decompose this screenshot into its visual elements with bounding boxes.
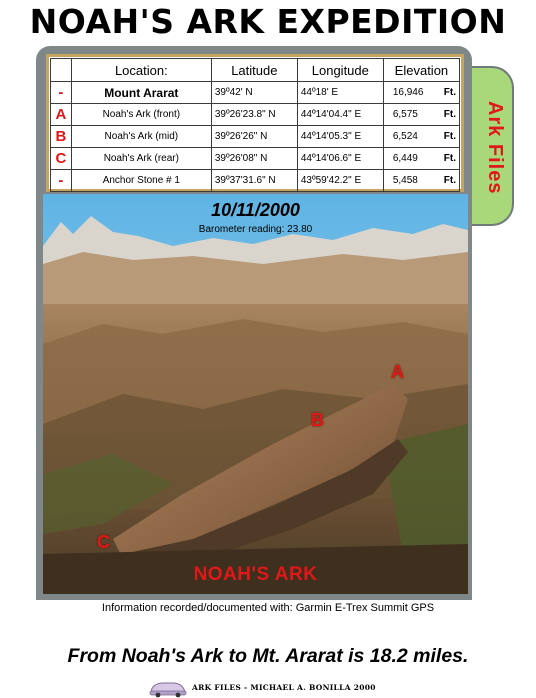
marker-a: A xyxy=(391,362,404,382)
location-table-panel xyxy=(46,54,464,192)
noahs-ark-label: NOAH'S ARK xyxy=(193,564,318,585)
row-elevation-cell xyxy=(383,104,459,126)
row-elevation: 5,458 xyxy=(392,175,418,186)
ark-files-tab[interactable] xyxy=(466,66,514,226)
footer-credit: ARK FILES - MICHAEL A. BONILLA 2000 xyxy=(192,683,376,692)
row-location: Noah's Ark (rear) xyxy=(71,148,211,170)
table-row xyxy=(51,170,460,192)
row-unit: Ft. xyxy=(443,153,456,164)
row-longitude: 43º59'42.2" E xyxy=(297,170,383,192)
row-key: A xyxy=(51,104,72,126)
table-row xyxy=(51,148,460,170)
header-location: Location: xyxy=(71,59,211,82)
row-key: B xyxy=(51,126,72,148)
header-longitude: Longitude xyxy=(297,59,383,82)
marker-c: C xyxy=(97,532,110,552)
ark-site-photo xyxy=(43,194,468,594)
row-elevation-cell xyxy=(383,82,459,104)
row-longitude: 44º18' E xyxy=(297,82,383,104)
row-longitude: 44º14'04.4" E xyxy=(297,104,383,126)
row-latitude: 39º26'08" N xyxy=(211,148,297,170)
row-location: Mount Ararat xyxy=(71,82,211,104)
row-unit: Ft. xyxy=(443,109,456,120)
row-location: Noah's Ark (mid) xyxy=(71,126,211,148)
row-location: Anchor Stone # 1 xyxy=(71,170,211,192)
row-elevation: 6,575 xyxy=(392,109,418,120)
table-row xyxy=(51,82,460,104)
car-logo-icon xyxy=(148,678,188,698)
barometer-reading: Barometer reading: 23.80 xyxy=(198,224,313,235)
row-latitude: 39º42' N xyxy=(211,82,297,104)
row-elevation: 16,946 xyxy=(392,87,424,98)
table-header-row xyxy=(51,59,460,82)
row-latitude: 39º26'23.8" N xyxy=(211,104,297,126)
row-latitude: 39º26'26" N xyxy=(211,126,297,148)
row-elevation-cell xyxy=(383,170,459,192)
header-key xyxy=(51,59,72,82)
marker-b: B xyxy=(311,410,324,430)
ark-files-tab-label: Ark Files xyxy=(484,101,506,195)
table-row xyxy=(51,104,460,126)
footer xyxy=(148,678,448,698)
distance-note: From Noah's Ark to Mt. Ararat is 18.2 miles. xyxy=(67,645,469,667)
row-elevation-cell xyxy=(383,126,459,148)
row-latitude: 39º37'31.6" N xyxy=(211,170,297,192)
page-title: NOAH'S ARK EXPEDITION xyxy=(29,2,507,41)
row-elevation: 6,524 xyxy=(392,131,418,142)
header-elevation: Elevation xyxy=(383,59,459,82)
row-key: C xyxy=(51,148,72,170)
row-longitude: 44º14'06.6" E xyxy=(297,148,383,170)
location-table xyxy=(50,58,460,192)
row-key: - xyxy=(51,82,72,104)
row-key: - xyxy=(51,170,72,192)
header-latitude: Latitude xyxy=(211,59,297,82)
row-unit: Ft. xyxy=(443,131,456,142)
row-elevation: 6,449 xyxy=(392,153,418,164)
photo-date: 10/11/2000 xyxy=(211,200,300,220)
table-row xyxy=(51,126,460,148)
row-location: Noah's Ark (front) xyxy=(71,104,211,126)
row-longitude: 44º14'05.3" E xyxy=(297,126,383,148)
row-elevation-cell xyxy=(383,148,459,170)
gps-note: Information recorded/documented with: Garmin E-Trex Summit GPS xyxy=(101,602,435,614)
row-unit: Ft. xyxy=(443,87,456,98)
row-unit: Ft. xyxy=(443,175,456,186)
